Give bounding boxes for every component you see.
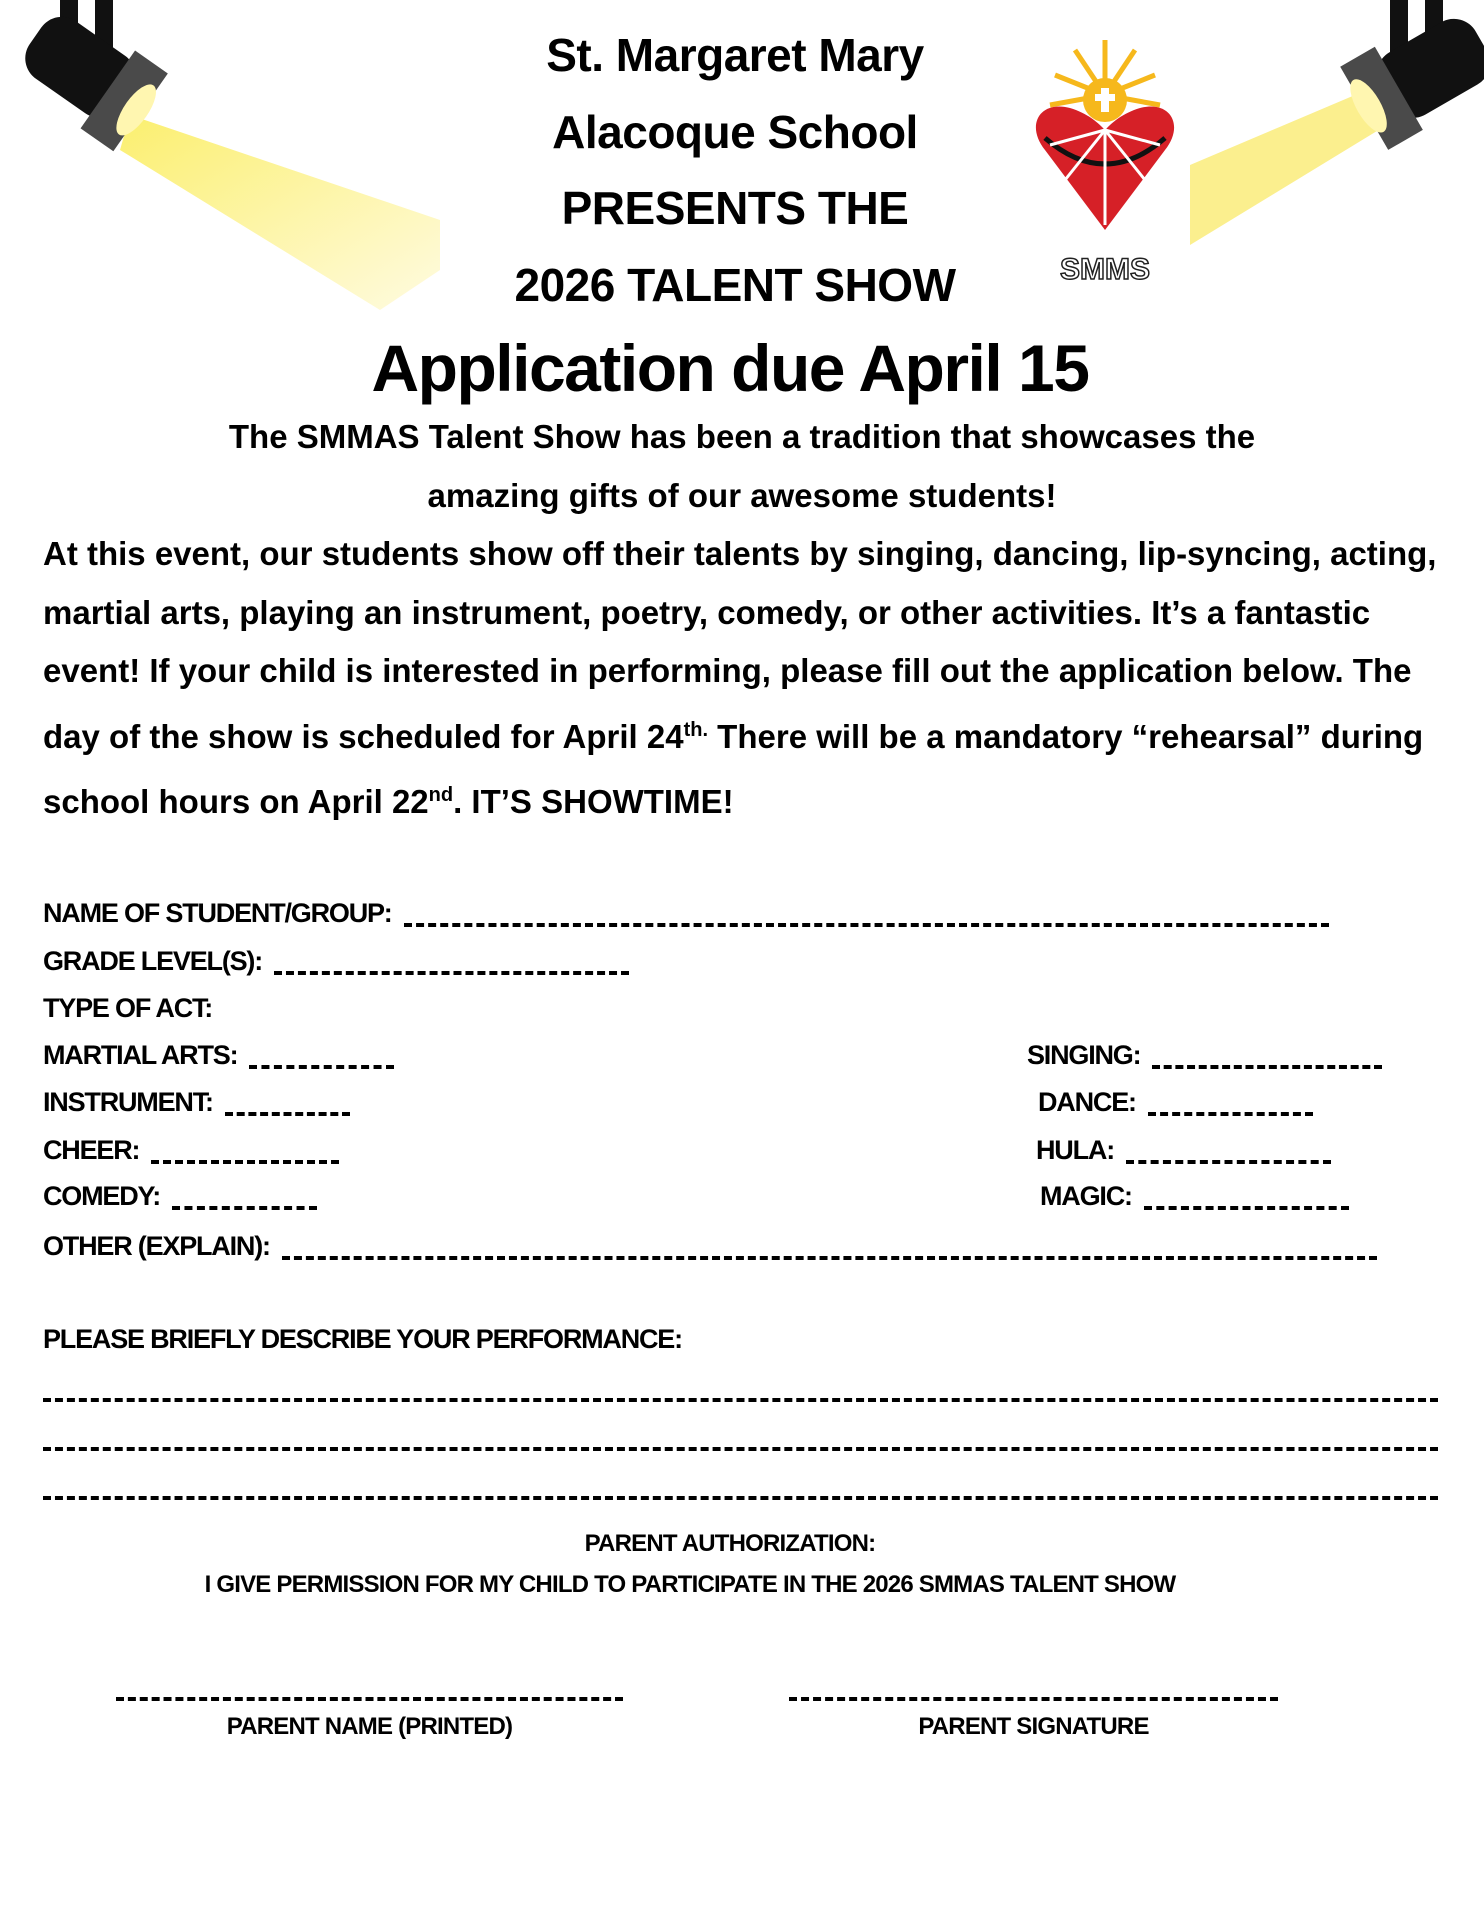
magic-label: MAGIC:	[1040, 1181, 1132, 1211]
event-description	[43, 525, 1463, 832]
description-text: At this event, our students show off their talents by singing, dancing, lip-syncing, acting, martial arts, playing an instrument, poetry, comedy, or other activities. It’s a fantastic event! If your child is interested in performing, please fill out the application below. The day of the show is scheduled for April 24	[43, 535, 1437, 755]
name-label: NAME OF STUDENT/GROUP:	[43, 898, 392, 928]
singing-label: SINGING:	[1027, 1040, 1141, 1070]
comedy-label: COMEDY:	[43, 1181, 161, 1211]
hula-field[interactable]	[1036, 1135, 1331, 1166]
intro-line-2: amazing gifts of our awesome students!	[427, 477, 1057, 514]
grade-field[interactable]	[43, 946, 629, 977]
instrument-label: INSTRUMENT:	[43, 1087, 213, 1117]
intro-line-1: The SMMAS Talent Show has been a tradition that showcases the	[228, 418, 1256, 455]
martial-arts-label: MARTIAL ARTS:	[43, 1040, 238, 1070]
instrument-field[interactable]	[43, 1087, 350, 1118]
title-line-4: 2026 TALENT SHOW	[514, 259, 956, 311]
sup-th: th.	[683, 718, 709, 741]
other-label: OTHER (EXPLAIN):	[43, 1231, 270, 1261]
logo-text: SMMS	[1060, 253, 1150, 286]
describe-label: PLEASE BRIEFLY DESCRIBE YOUR PERFORMANCE:	[43, 1324, 682, 1354]
parent-signature-line[interactable]	[789, 1697, 1278, 1701]
describe-line-2[interactable]	[43, 1447, 1438, 1451]
type-of-act-label: TYPE OF ACT:	[43, 993, 213, 1023]
cheer-field[interactable]	[43, 1135, 339, 1166]
application-due-heading: Application due April 15	[371, 331, 1089, 405]
comedy-field[interactable]	[43, 1181, 317, 1212]
description-text-2: There will be a mandatory “rehearsal” during school hours on April 22	[43, 717, 1424, 820]
describe-line-1[interactable]	[43, 1398, 1438, 1402]
name-field[interactable]	[43, 898, 1329, 929]
grade-label: GRADE LEVEL(S):	[43, 946, 263, 976]
singing-field[interactable]	[1027, 1040, 1382, 1071]
martial-arts-field[interactable]	[43, 1040, 394, 1071]
describe-line-3[interactable]	[43, 1496, 1438, 1500]
dance-label: DANCE:	[1038, 1087, 1136, 1117]
magic-field[interactable]	[1040, 1181, 1349, 1212]
parent-signature-label: PARENT SIGNATURE	[918, 1713, 1149, 1740]
permission-statement: I GIVE PERMISSION FOR MY CHILD TO PARTICIPATE IN THE 2026 SMMAS TALENT SHOW	[204, 1571, 1176, 1598]
title-line-2: Alacoque School	[552, 106, 918, 158]
parent-name-line[interactable]	[116, 1697, 623, 1701]
authorization-heading: PARENT AUTHORIZATION:	[584, 1530, 876, 1557]
sup-nd: nd	[428, 784, 454, 806]
hula-label: HULA:	[1036, 1135, 1114, 1165]
cheer-label: CHEER:	[43, 1135, 140, 1165]
parent-name-label: PARENT NAME (PRINTED)	[226, 1713, 513, 1740]
other-field[interactable]	[43, 1231, 1377, 1262]
title-line-3: PRESENTS THE	[561, 182, 909, 234]
title-line-1: St. Margaret Mary	[546, 29, 924, 81]
description-text-3: . IT’S SHOWTIME!	[453, 783, 734, 820]
dance-field[interactable]	[1038, 1087, 1313, 1118]
